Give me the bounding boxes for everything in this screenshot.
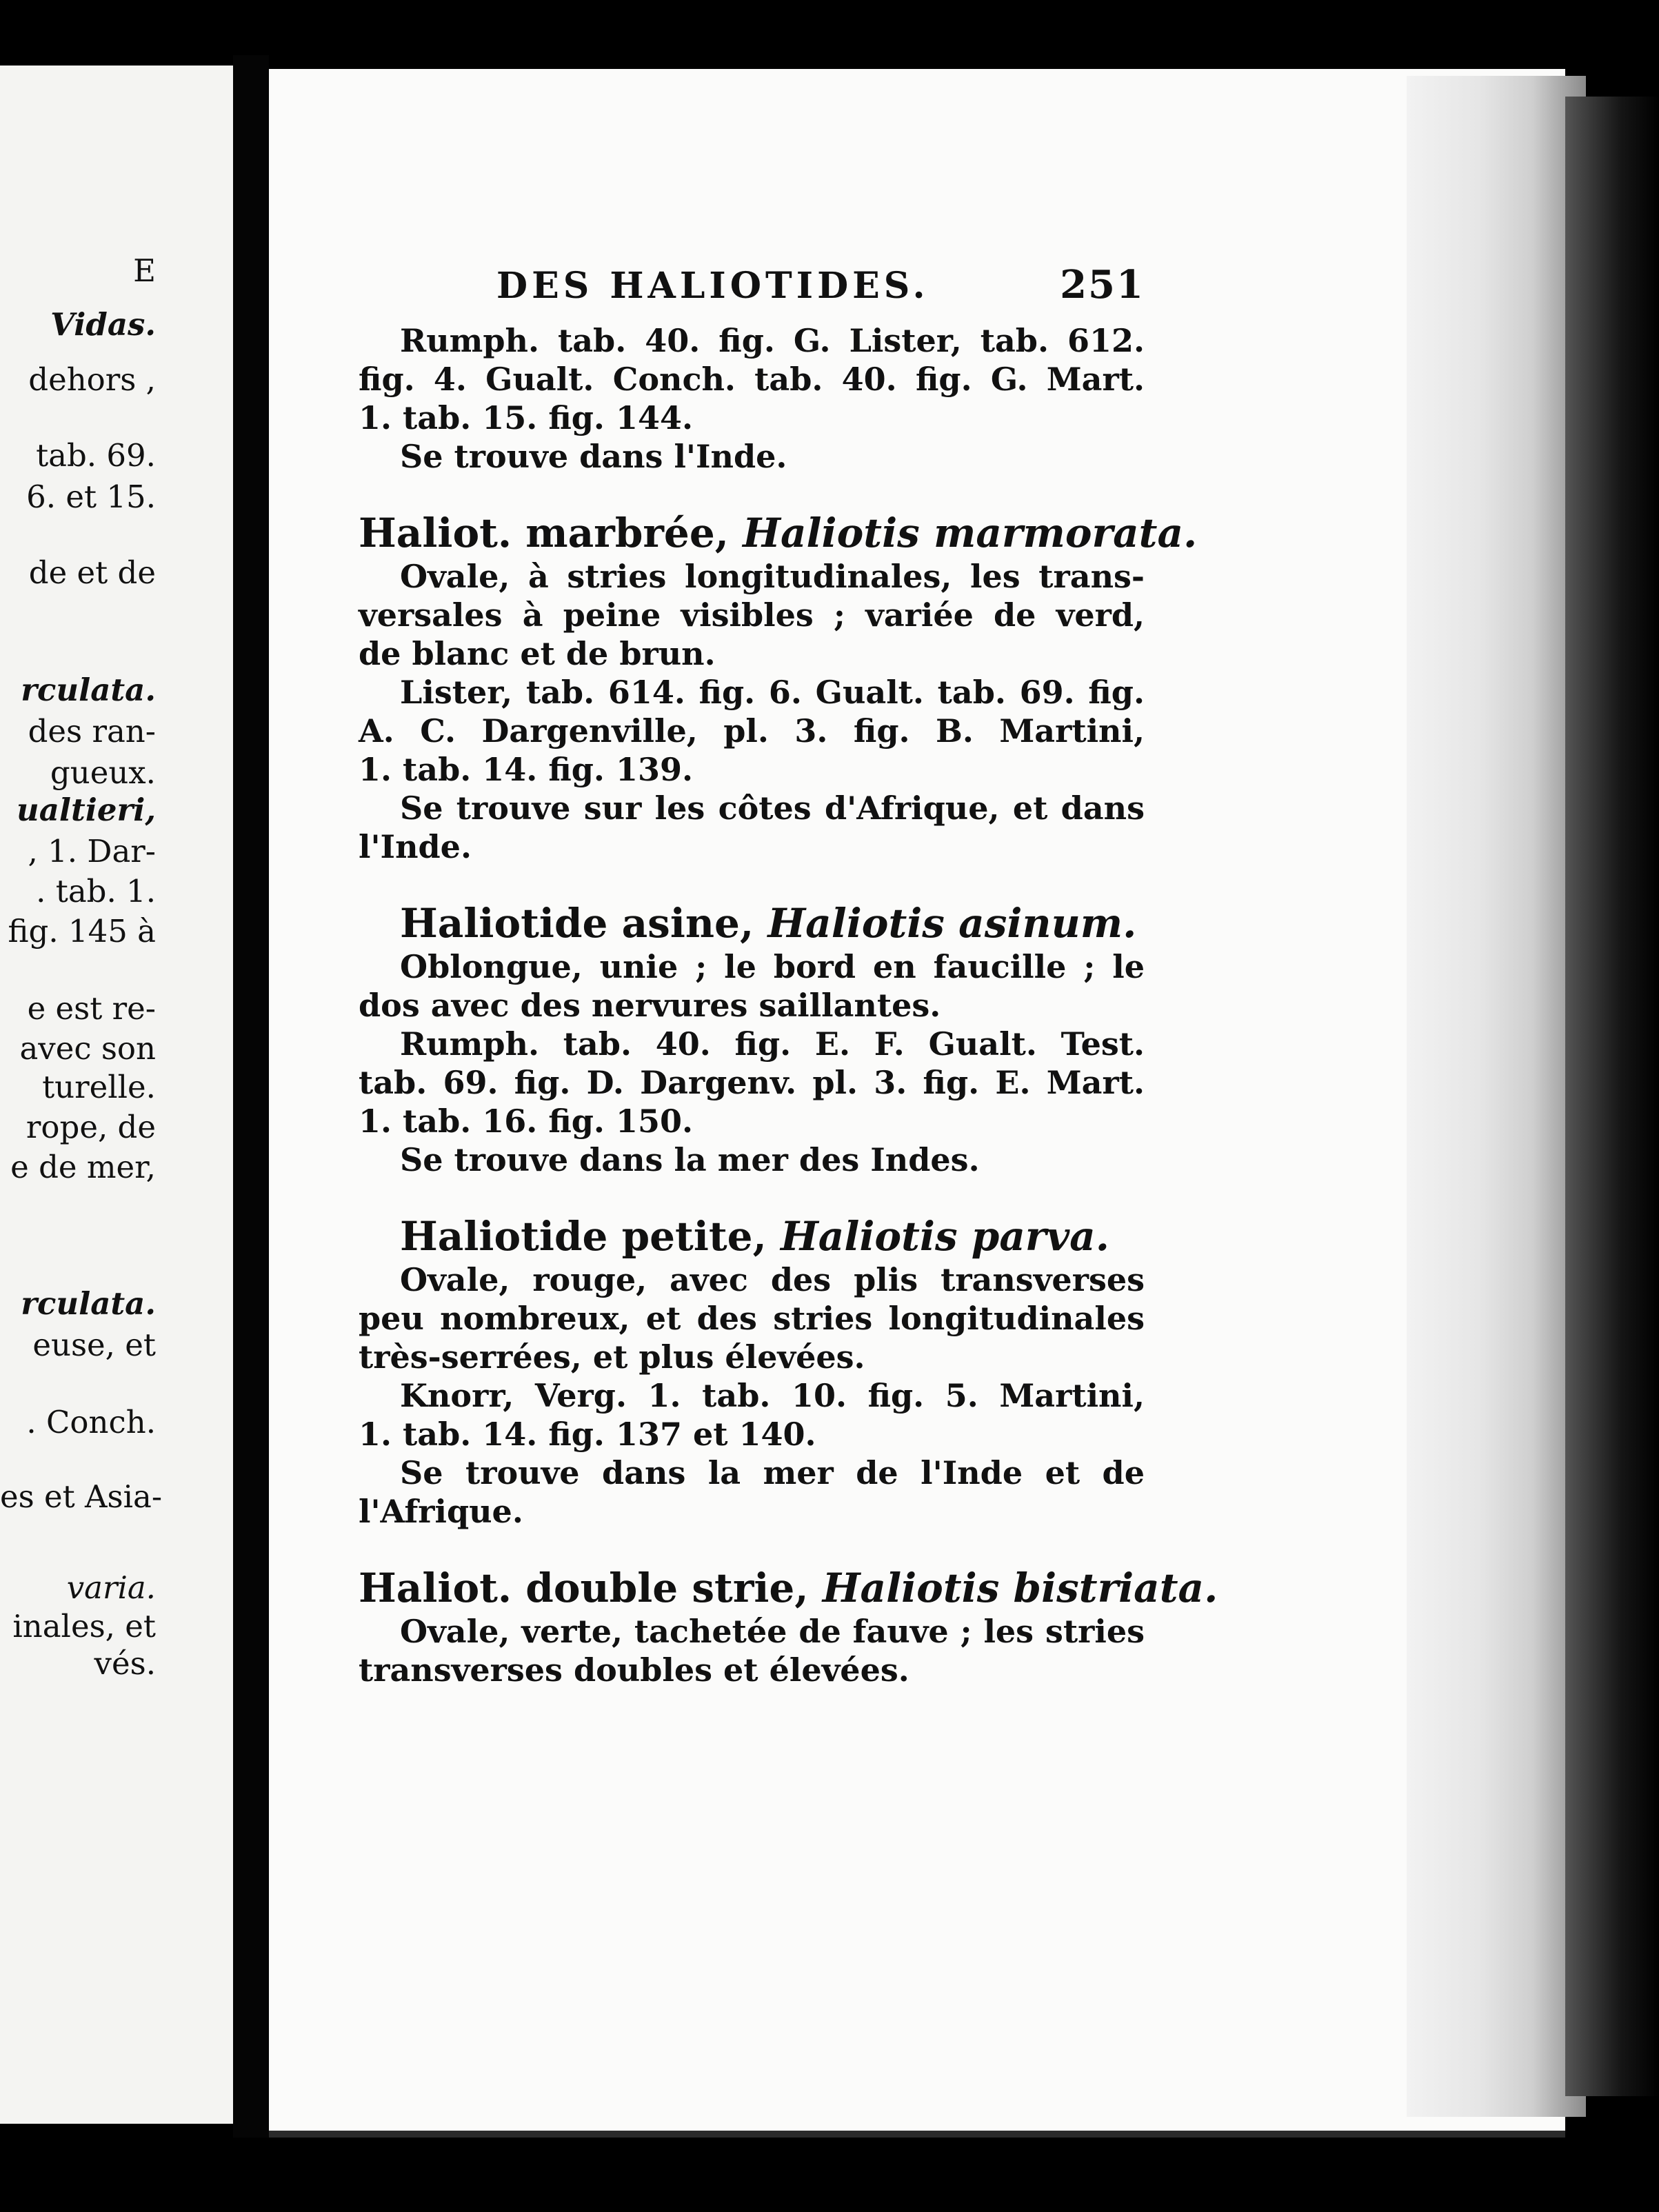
- species-latin-name: Haliotis parva.: [780, 1213, 1109, 1260]
- left-fragment-line: fig. 145 à: [8, 913, 156, 949]
- text-line: transverses doubles et élevées.: [359, 1651, 909, 1689]
- page-number: 251: [1060, 262, 1145, 308]
- left-fragment-line: varia.: [66, 1569, 156, 1606]
- species-entry: [359, 899, 1145, 1179]
- species-latin-name: Haliotis asinum.: [767, 900, 1137, 947]
- left-fragment-line: turelle.: [42, 1069, 156, 1105]
- text-line: Oblongue, unie ; le bord en faucille ; le: [400, 948, 1145, 985]
- running-header: [359, 262, 1145, 308]
- text-line: Ovale, verte, tachetée de fauve ; les stries: [400, 1613, 1145, 1650]
- text-line: Se trouve dans l'Inde.: [400, 438, 787, 475]
- text-line: 1. tab. 16. fig. 150.: [359, 1103, 693, 1140]
- left-fragment-line: E: [133, 252, 156, 289]
- text-line: l'Inde.: [359, 828, 472, 865]
- running-title: DES HALIOTIDES.: [496, 265, 929, 307]
- species-heading: [359, 1212, 1145, 1260]
- species-heading: [359, 509, 1198, 557]
- species-entry: [359, 509, 1198, 866]
- left-fragment-line: e est re-: [27, 990, 156, 1027]
- species-common-name: Haliotide petite,: [400, 1213, 767, 1260]
- left-fragment-line: Vidas.: [50, 306, 156, 343]
- left-fragment-line: rope, de: [26, 1109, 156, 1145]
- text-line: l'Afrique.: [359, 1493, 523, 1530]
- left-fragment-line: ualtieri,: [17, 792, 156, 828]
- left-fragment-line: euse, et: [32, 1327, 156, 1363]
- text-line: Se trouve dans la mer de l'Inde et de: [400, 1454, 1145, 1491]
- left-fragment-line: . tab. 1.: [36, 873, 156, 909]
- text-line: Rumph. tab. 40. fig. G. Lister, tab. 612.: [400, 322, 1145, 359]
- left-fragment-line: vés.: [94, 1645, 156, 1682]
- text-line: très-serrées, et plus élevées.: [359, 1338, 865, 1376]
- species-common-name: Haliot. marbrée,: [359, 510, 729, 556]
- text-line: 1. tab. 15. fig. 144.: [359, 399, 693, 436]
- left-fragment-line: . Conch.: [26, 1404, 156, 1440]
- text-line: peu nombreux, et des stries longitudinales: [359, 1300, 1145, 1337]
- species-common-name: Haliot. double strie,: [359, 1565, 809, 1611]
- text-line: 1. tab. 14. fig. 137 et 140.: [359, 1416, 816, 1453]
- text-line: A. C. Dargenville, pl. 3. fig. B. Martini,: [359, 712, 1145, 750]
- text-line: Knorr, Verg. 1. tab. 10. fig. 5. Martini,: [400, 1377, 1145, 1414]
- left-fragment-line: des ran-: [28, 713, 156, 750]
- left-fragment-line: avec son: [19, 1030, 156, 1067]
- text-line: de blanc et de brun.: [359, 635, 716, 672]
- text-line: Lister, tab. 614. fig. 6. Gualt. tab. 69. fig.: [400, 674, 1145, 711]
- left-fragment-line: inales, et: [12, 1608, 156, 1645]
- text-line: Se trouve sur les côtes d'Afrique, et dans: [400, 790, 1145, 827]
- text-line: fig. 4. Gualt. Conch. tab. 40. fig. G. Mart.: [359, 361, 1145, 398]
- species-entry: [359, 1212, 1145, 1531]
- text-line: dos avec des nervures saillantes.: [359, 987, 941, 1024]
- page-edge-shading: [1407, 76, 1586, 2117]
- text-line: 1. tab. 14. fig. 139.: [359, 751, 693, 788]
- text-line: tab. 69. fig. D. Dargenv. pl. 3. fig. E. Mart.: [359, 1064, 1145, 1101]
- left-fragment-line: , 1. Dar-: [28, 833, 156, 869]
- text-line: Ovale, à stries longitudinales, les trans-: [400, 558, 1145, 595]
- text-line: Ovale, rouge, avec des plis transverses: [400, 1261, 1145, 1298]
- book-edge: [1565, 97, 1659, 2096]
- left-page-fragment: [0, 66, 237, 2124]
- left-fragment-line: tab. 69.: [36, 437, 156, 474]
- left-fragment-line: de et de: [28, 554, 156, 591]
- species-common-name: Haliotide asine,: [400, 900, 754, 947]
- entry-continuation: [359, 321, 1145, 476]
- text-line: Rumph. tab. 40. fig. E. F. Gualt. Test.: [400, 1025, 1145, 1063]
- left-fragment-line: e de mer,: [10, 1149, 156, 1185]
- species-heading: [359, 1564, 1218, 1612]
- book-gutter: [233, 55, 269, 2138]
- text-line: versales à peine visibles ; variée de verd,: [359, 596, 1145, 634]
- left-fragment-line: es et Asia-: [0, 1478, 163, 1515]
- page-text-block: [359, 262, 1218, 1689]
- species-entry: [359, 1564, 1218, 1689]
- left-fragment-line: rculata.: [21, 672, 156, 708]
- species-latin-name: Haliotis bistriata.: [822, 1565, 1218, 1611]
- left-fragment-line: rculata.: [21, 1285, 156, 1322]
- left-fragment-line: 6. et 15.: [26, 479, 156, 515]
- left-fragment-line: gueux.: [50, 754, 156, 791]
- left-fragment-line: dehors ,: [28, 361, 156, 398]
- species-latin-name: Haliotis marmorata.: [743, 510, 1198, 556]
- text-line: Se trouve dans la mer des Indes.: [400, 1141, 980, 1178]
- species-heading: [359, 899, 1145, 947]
